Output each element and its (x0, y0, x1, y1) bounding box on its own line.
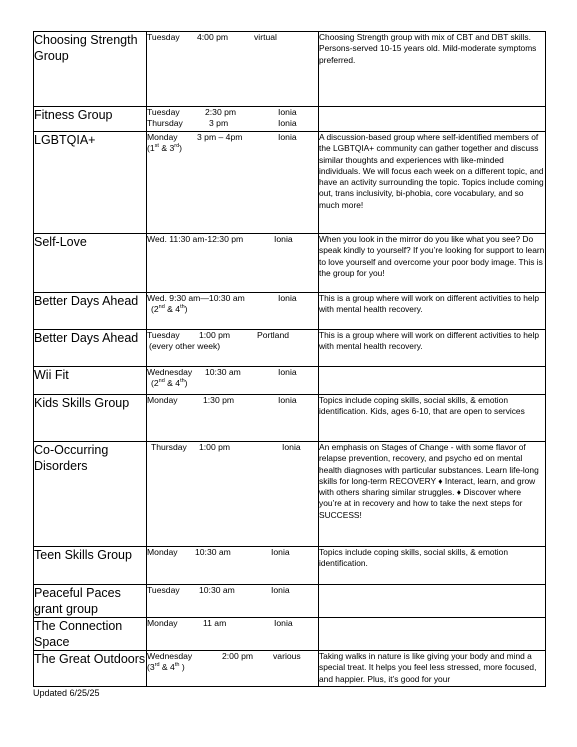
location: Ionia (278, 395, 297, 405)
location: Ionia (278, 132, 297, 142)
table-row (34, 330, 546, 367)
schedule-cell (147, 367, 319, 395)
location: virtual (254, 32, 277, 42)
day: Tuesday (147, 32, 180, 42)
schedule-cell (147, 651, 319, 687)
week-note: (every other week) (149, 341, 221, 352)
week-note: (2nd & 4th) (151, 378, 188, 389)
group-name: Wii Fit (34, 367, 147, 395)
table-row (34, 107, 546, 132)
schedule-cell (147, 234, 319, 293)
table-row (34, 585, 546, 618)
location: Ionia (274, 234, 293, 244)
updated-date: Updated 6/25/25 (33, 688, 100, 698)
location: Ionia (274, 618, 293, 628)
time: 1:00 pm (199, 330, 231, 340)
time: 3 pm – 4pm (197, 132, 243, 142)
group-name: Better Days Ahead (34, 330, 147, 367)
day: Monday (147, 132, 178, 142)
time: 3 pm (209, 118, 229, 129)
day: Wed. 11:30 am-12:30 pm (147, 234, 244, 244)
schedule-cell (147, 330, 319, 367)
week-note: (3rd & 4th ) (147, 662, 185, 673)
table-row (34, 395, 546, 442)
group-name: Choosing Strength Group (34, 32, 147, 107)
schedule-cell (147, 547, 319, 585)
table-row (34, 234, 546, 293)
group-name: Kids Skills Group (34, 395, 147, 442)
group-description: A discussion-based group where self-identified members of the LGBTQIA+ community can gather together and discuss similar thoughts and experiences with like-minded individuals. We will focus each week on a different topic, and have an activity surrounding the topic. Topics include coming out, trans inclusivity, bi-phobia, core vocabulary, and so much more! (319, 132, 546, 234)
day: Wednesday (147, 651, 193, 661)
table-row (34, 132, 546, 234)
group-name: Fitness Group (34, 107, 147, 132)
day: Wednesday (147, 367, 193, 377)
time: 10:30 am (199, 585, 235, 595)
location: Ionia (278, 293, 297, 303)
group-description: When you look in the mirror do you like what you see? Do speak kindly to yourself? If you’re looking for support to learn to love yourself and overcome your poor body image. This is the group for you! (319, 234, 546, 293)
group-name: The Great Outdoors (34, 651, 147, 687)
table-row (34, 293, 546, 330)
time: 10:30 am (195, 547, 231, 557)
group-description (319, 585, 546, 618)
table-row (34, 547, 546, 585)
group-description: Topics include coping skills, social skills, & emotion identification. (319, 547, 546, 585)
group-name: Self-Love (34, 234, 147, 293)
location: Ionia (282, 442, 301, 452)
day: Monday (147, 618, 178, 628)
table-row (34, 651, 546, 687)
time: 4:00 pm (197, 32, 229, 42)
location: various (273, 651, 301, 661)
group-name: The Connection Space (34, 618, 147, 651)
group-description: This is a group where will work on different activities to help with mental health recovery. (319, 330, 546, 367)
day: Tuesday (147, 585, 180, 595)
group-description: Taking walks in nature is like giving your body and mind a special treat. It helps you feel less stressed, more focused, and happier. Plus, it’s good for your (319, 651, 546, 687)
time: 2:30 pm (205, 107, 237, 117)
week-note: (1st & 3rd) (147, 143, 182, 154)
schedule-cell (147, 618, 319, 651)
time: 11 am (203, 618, 227, 628)
location: Ionia (271, 585, 290, 595)
schedule-cell (147, 442, 319, 547)
week-note: (2nd & 4th) (151, 304, 188, 315)
day: Thursday (147, 118, 183, 129)
time: 1:00 pm (199, 442, 231, 452)
group-description: Topics include coping skills, social skills, & emotion identification. Kids, ages 6-10, that are open to services (319, 395, 546, 442)
time: 10:30 am (205, 367, 241, 377)
day: Tuesday (147, 107, 180, 117)
group-description: This is a group where will work on different activities to help with mental health recovery. (319, 293, 546, 330)
group-description: An emphasis on Stages of Change - with some flavor of relapse prevention, recovery, and psycho ed on mental health diagnoses with particular substances. Learn life-long skills for long-term RECOVERY ♦ Interact, learn, and grow with others sharing similar struggles. ♦ Discover where you’re at in recovery and how to take the next steps for SUCCESS! (319, 442, 546, 547)
group-description (319, 107, 546, 132)
table-row (34, 618, 546, 651)
group-description (319, 367, 546, 395)
group-description: Choosing Strength group with mix of CBT and DBT skills. Persons-served 10-15 years old. Mild-moderate symptoms preferred. (319, 32, 546, 107)
schedule-cell (147, 395, 319, 442)
schedule-cell (147, 293, 319, 330)
group-name: Co-Occurring Disorders (34, 442, 147, 547)
table-row (34, 32, 546, 107)
group-description (319, 618, 546, 651)
time: 2:00 pm (222, 651, 254, 661)
location: Ionia (278, 118, 297, 129)
day: Monday (147, 395, 178, 405)
day: Monday (147, 547, 178, 557)
day: Thursday (151, 442, 187, 452)
group-schedule-table (33, 31, 546, 687)
day: Tuesday (147, 330, 180, 340)
time: 1:30 pm (203, 395, 235, 405)
location: Ionia (271, 547, 290, 557)
table-row (34, 442, 546, 547)
group-name: Teen Skills Group (34, 547, 147, 585)
schedule-cell (147, 585, 319, 618)
group-name: LGBTQIA+ (34, 132, 147, 234)
location: Ionia (278, 367, 297, 377)
location: Portland (257, 330, 290, 340)
day: Wed. 9:30 am—10:30 am (147, 293, 245, 303)
group-name: Peaceful Paces grant group (34, 585, 147, 618)
schedule-cell (147, 107, 319, 132)
schedule-cell (147, 132, 319, 234)
location: Ionia (278, 107, 297, 117)
table-row (34, 367, 546, 395)
schedule-cell (147, 32, 319, 107)
group-name: Better Days Ahead (34, 293, 147, 330)
